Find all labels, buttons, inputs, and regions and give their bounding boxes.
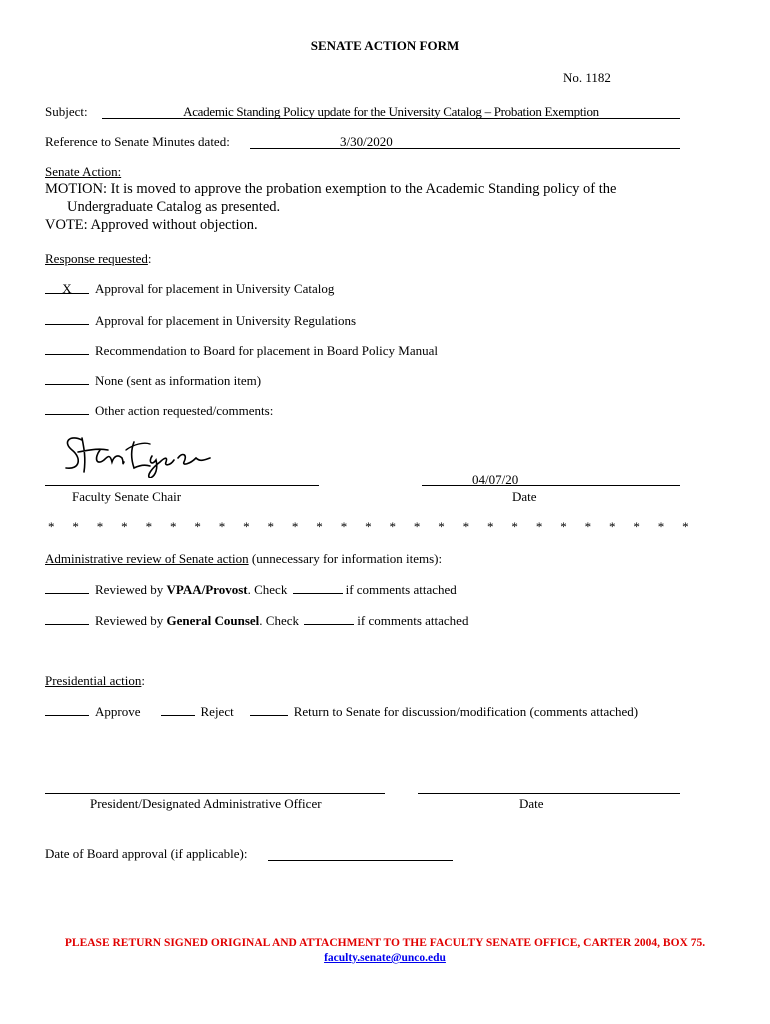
presidential-row xyxy=(45,703,638,720)
response-label-board: Recommendation to Board for placement in Board Policy Manual xyxy=(95,343,438,358)
reference-line xyxy=(250,148,680,149)
chair-label: Faculty Senate Chair xyxy=(72,489,182,504)
president-signature-line xyxy=(45,793,385,794)
president-date-label: Date xyxy=(519,796,544,811)
chair-date-value: 04/07/20 xyxy=(472,472,519,487)
reference-value: 3/30/2020 xyxy=(340,134,393,149)
response-blank-catalog[interactable]: X xyxy=(45,281,89,294)
review-vpaa-row xyxy=(45,581,457,598)
response-label-regulations: Approval for placement in University Regulations xyxy=(95,313,357,328)
review-vpaa-role: VPAA/Provost xyxy=(166,582,248,597)
approve-label: Approve xyxy=(95,704,141,719)
chair-signature xyxy=(60,428,220,478)
board-approval-label: Date of Board approval (if applicable): xyxy=(45,846,248,861)
star-divider: * * * * * * * * * * * * * * * * * * * * * * * * * * * xyxy=(48,519,689,534)
response-row-none xyxy=(45,372,261,389)
admin-review-note: (unnecessary for information items): xyxy=(248,551,443,566)
chair-date-label: Date xyxy=(512,489,537,504)
review-vpaa-suffix: . Check xyxy=(247,582,288,597)
response-label-other: Other action requested/comments: xyxy=(95,403,274,418)
response-row-board xyxy=(45,342,438,359)
response-blank-none[interactable] xyxy=(45,372,89,385)
review-gc-role: General Counsel xyxy=(166,613,260,628)
admin-review-label: Administrative review of Senate action xyxy=(45,551,249,566)
review-vpaa-check-blank[interactable] xyxy=(293,581,343,594)
review-vpaa-blank[interactable] xyxy=(45,581,89,594)
response-label-none: None (sent as information item) xyxy=(95,373,262,388)
response-row-catalog xyxy=(45,281,334,297)
return-label: Return to Senate for discussion/modification (comments attached) xyxy=(293,704,639,719)
response-colon: : xyxy=(147,251,152,266)
reject-blank[interactable] xyxy=(161,703,195,716)
response-label: Response requested xyxy=(45,251,148,266)
approve-blank[interactable] xyxy=(45,703,89,716)
motion-line1: MOTION: It is moved to approve the probation exemption to the Academic Standing policy of the xyxy=(45,181,617,197)
motion-line2: Undergraduate Catalog as presented. xyxy=(67,199,281,215)
presidential-colon: : xyxy=(141,673,146,688)
response-blank-other[interactable] xyxy=(45,402,89,415)
footer-instructions: PLEASE RETURN SIGNED ORIGINAL AND ATTACHMENT TO THE FACULTY SENATE OFFICE, CARTER 2004, BOX 75. xyxy=(64,937,706,949)
response-row-other xyxy=(45,402,273,419)
return-blank[interactable] xyxy=(250,703,288,716)
subject-label: Subject: xyxy=(45,104,88,119)
review-vpaa-prefix: Reviewed by xyxy=(95,582,167,597)
subject-value: Academic Standing Policy update for the University Catalog – Probation Exemption xyxy=(183,104,599,119)
response-blank-regulations[interactable] xyxy=(45,312,89,325)
review-gc-comments: if comments attached xyxy=(357,613,469,628)
footer-email-link[interactable]: faculty.senate@unco.edu xyxy=(324,952,446,964)
presidential-label: Presidential action xyxy=(45,673,142,688)
chair-signature-line xyxy=(45,485,319,486)
form-title: SENATE ACTION FORM xyxy=(310,38,460,53)
form-number: No. 1182 xyxy=(563,70,611,85)
review-gc-row xyxy=(45,612,468,629)
board-approval-line[interactable] xyxy=(268,860,453,861)
response-row-regulations xyxy=(45,312,356,329)
review-gc-suffix: . Check xyxy=(259,613,300,628)
senate-action-label: Senate Action: xyxy=(45,164,122,179)
review-gc-prefix: Reviewed by xyxy=(95,613,167,628)
review-gc-blank[interactable] xyxy=(45,612,89,625)
review-vpaa-comments: if comments attached xyxy=(345,582,457,597)
vote-text: VOTE: Approved without objection. xyxy=(45,217,258,233)
chair-date-line xyxy=(422,485,680,486)
reject-label: Reject xyxy=(200,704,234,719)
president-date-line xyxy=(418,793,680,794)
response-blank-board[interactable] xyxy=(45,342,89,355)
reference-label: Reference to Senate Minutes dated: xyxy=(45,134,230,149)
response-label-catalog: Approval for placement in University Catalog xyxy=(95,281,335,296)
review-gc-check-blank[interactable] xyxy=(304,612,354,625)
president-label: President/Designated Administrative Officer xyxy=(90,796,322,811)
